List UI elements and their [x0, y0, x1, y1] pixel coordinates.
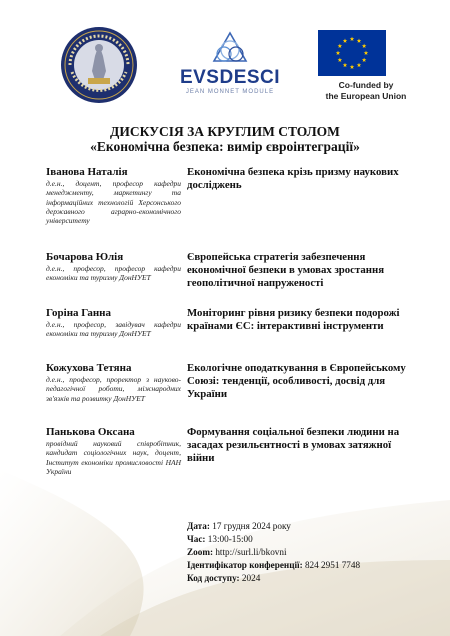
access-code-label: Код доступу: — [187, 573, 240, 583]
info-date — [187, 520, 447, 533]
speaker-description: д.е.н., доцент, професор кафедри менеджменту, маркетингу та інформаційних технологій Херсонського державного аграрно-економічного університету — [46, 179, 181, 226]
eu-flag-icon — [318, 30, 386, 76]
eu-caption-line2: the European Union — [325, 91, 407, 101]
university-seal-icon — [60, 26, 138, 104]
heading-subtitle: «Економічна безпека: вимір євроінтеграції» — [90, 139, 360, 154]
conference-id-value: 824 2951 7748 — [302, 560, 361, 570]
event-info — [187, 520, 447, 585]
access-code-value: 2024 — [239, 573, 261, 583]
speaker-name: Кожухова Тетяна — [46, 362, 132, 374]
speaker-topic: Екологічне оподаткування в Європейському Союзі: тенденції, особливості, досвід для України — [187, 362, 406, 401]
speaker-name: Панькова Оксана — [46, 426, 135, 438]
evsdesci-logo — [168, 30, 292, 102]
info-time — [187, 533, 447, 546]
eu-caption-line1: Co-funded by — [338, 80, 394, 90]
info-conference-id — [187, 559, 447, 572]
time-value: 13:00-15:00 — [205, 534, 253, 544]
speaker-topic: Економічна безпека крізь призму наукових досліджень — [187, 166, 399, 192]
speaker-description: д.е.н., професор, завідувач кафедри економіки та туризму ДонНУЕТ — [46, 320, 181, 339]
date-label: Дата: — [187, 521, 210, 531]
speaker-name: Іванова Наталія — [46, 166, 128, 178]
triangle-mark-icon — [211, 30, 249, 68]
zoom-link[interactable]: http://surl.li/bkovni — [213, 547, 287, 557]
speaker-description: провідний науковий співробітник, кандидат соціологічних наук, доцент, Інститут економіки промисловості НАН України — [46, 439, 181, 476]
speaker-name: Бочарова Юлія — [46, 251, 124, 263]
speaker-description: д.е.н., професор, професор кафедри економіки та туризму ДонНУЕТ — [46, 264, 181, 283]
speaker-topic: Моніторинг рівня ризику безпеки подорожі країнами ЄС: інтерактивні інструменти — [187, 307, 400, 333]
speaker-description: д.е.н., професор, проректор з науково-педагогічної роботи, міжнародних зв'язків та розвитку ДонНУЕТ — [46, 375, 181, 403]
info-access-code — [187, 572, 447, 585]
speaker-topic: Формування соціальної безпеки людини на засадах резильєнтності в умовах затяжної війни — [187, 426, 400, 465]
heading-title: ДИСКУСІЯ ЗА КРУГЛИМ СТОЛОМ — [110, 124, 340, 139]
evsdesci-title: EVSDESCI — [179, 67, 281, 88]
time-label: Час: — [187, 534, 206, 544]
zoom-label: Zoom: — [187, 547, 214, 557]
speaker-name: Горіна Ганна — [46, 307, 112, 319]
event-heading — [0, 124, 450, 154]
eu-cofunded-caption — [306, 80, 426, 102]
date-value: 17 грудня 2024 року — [209, 521, 291, 531]
evsdesci-subtitle: JEAN MONNET MODULE — [185, 89, 275, 95]
university-logo — [60, 26, 138, 104]
info-zoom — [187, 546, 447, 559]
conference-id-label: Ідентифікатор конференції: — [187, 560, 303, 570]
speaker-topic: Європейська стратегія забезпечення економічної безпеки в умовах зростання геополітичної напруженості — [187, 251, 385, 290]
